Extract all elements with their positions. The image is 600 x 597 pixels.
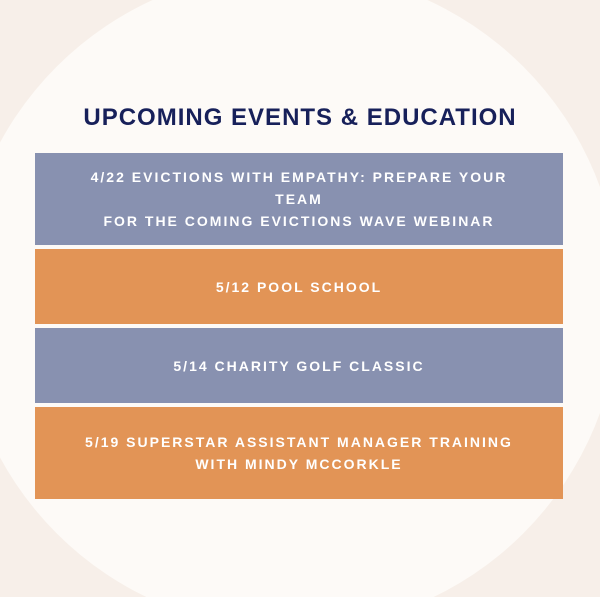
events-list	[35, 153, 563, 499]
event-item: 5/14 CHARITY GOLF CLASSIC	[35, 328, 563, 403]
page-title: UPCOMING EVENTS & EDUCATION	[83, 104, 517, 131]
event-item: 5/19 SUPERSTAR ASSISTANT MANAGER TRAINING WITH MINDY MCCORKLE	[35, 407, 563, 499]
event-item: 4/22 EVICTIONS WITH EMPATHY: PREPARE YOUR TEAM FOR THE COMING EVICTIONS WAVE WEBINAR	[35, 153, 563, 245]
event-item: 5/12 POOL SCHOOL	[35, 249, 563, 324]
